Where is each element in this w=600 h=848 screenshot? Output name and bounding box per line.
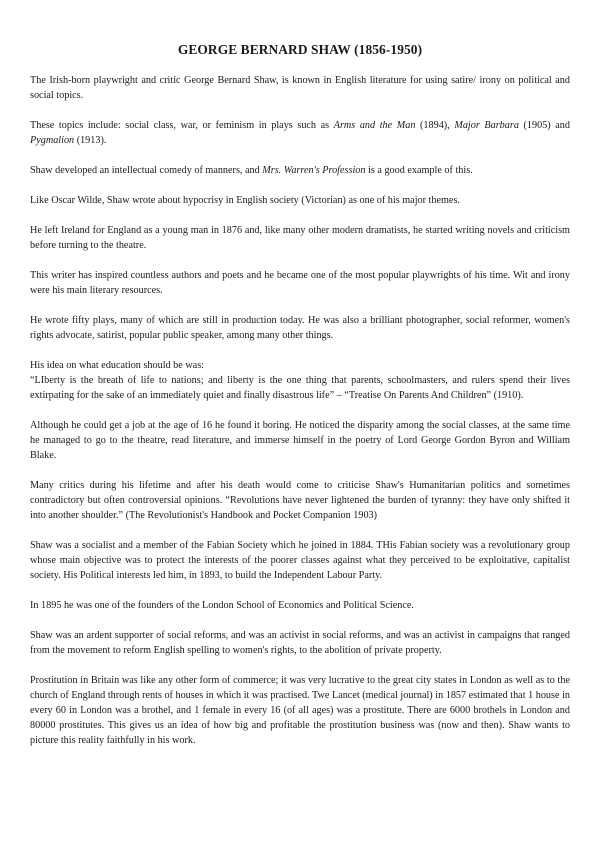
paragraph-plays: He wrote fifty plays, many of which are still in production today. He was also a brilliant photographer, social reformer, women's rights advocate, satirist, popular public speaker, among many other things. xyxy=(30,315,570,341)
comedy-text-post: is a good example of this. xyxy=(365,165,473,176)
work-pygmalion: Pygmalion xyxy=(30,135,75,146)
paragraph-comedy xyxy=(30,163,570,178)
paragraph-education xyxy=(30,358,570,403)
document-page xyxy=(30,42,570,763)
topics-text-post: (1913). xyxy=(74,135,107,146)
work-major-barbara: Major Barbara xyxy=(454,120,519,131)
education-intro: His idea on what education should be was: xyxy=(30,360,204,371)
paragraph-reforms: Shaw was an ardent supporter of social reforms, and was an activist in social reforms, and was an activist in campaigns that ranged from the movement to reform English spelling to women's rights, to the abolition of private property. xyxy=(30,630,570,656)
paragraph-critics: Many critics during his lifetime and after his death would come to criticise Shaw's Humanitarian politics and sometimes contradictory but often controversial opinions. “Revolutions have never lightened the burden of tyranny: they have only shifted it into another shoulder.” (The Revolutionist's Handbook and Pocket Companion 1903) xyxy=(30,480,570,521)
comedy-text-pre: Shaw developed an intellectual comedy of manners, and xyxy=(30,165,263,176)
document-title: GEORGE BERNARD SHAW (1856-1950) xyxy=(177,42,423,57)
paragraph-inspired: This writer has inspired countless authors and poets and he became one of the most popular playwrights of his time. Wit and irony were his main literary resources. xyxy=(30,270,570,296)
education-quote: “LIberty is the breath of life to nations; and liberty is the one thing that parents, schoolmasters, and rulers spend their lives extirpating for the sake of an immediately quiet and finally disastrous life” – “Treatise On Parents And Children” (1910). xyxy=(30,375,570,401)
topics-text-pre: These topics include: social class, war, or feminism in plays such as xyxy=(30,120,334,131)
work-mrs-warrens-profession: Mrs. Warren's Profession xyxy=(262,165,366,176)
work-arms-and-the-man: Arms and the Man xyxy=(333,120,416,131)
paragraph-socialist: Shaw was a socialist and a member of the Fabian Society which he joined in 1884. THis Fabian society was a revolutionary group whose main objective was to protect the interests of the poorer classes against what they perceived to be exploitative, capitalist society. His Political interests led him, in 1893, to build the Independent Labour Party. xyxy=(30,540,570,581)
paragraph-ireland: He left Ireland for England as a young man in 1876 and, like many other modern dramatists, he started writing novels and criticism before turning to the theatre. xyxy=(30,225,570,251)
paragraph-job: Although he could get a job at the age of 16 he found it boring. He noticed the disparity among the social classes, at the same time he managed to go to the theatre, read literature, and immerse himself in the poetry of Lord George Gordon Byron and William Blake. xyxy=(30,420,570,461)
paragraph-intro: The Irish-born playwright and critic George Bernard Shaw, is known in English literature for using satire/ irony on political and social topics. xyxy=(30,75,570,101)
paragraph-topics xyxy=(30,118,570,148)
topics-text-mid1: (1894), xyxy=(415,120,455,131)
paragraph-prostitution: Prostitution in Britain was like any other form of commerce; it was very lucrative to the great city states in London as well as to the church of England through rents of houses in which it was practised. Twe Lancet (medical journal) in 1857 estimated that 1 house in every 60 in London was a brothel, and 1 female in every 16 (of all ages) was a prostitute. There are 6000 brothels in London and 80000 prostitutes. This gives us an idea of how big and profitable the prostitution business was (now and then). Shaw wants to picture this reality faithfully in his work. xyxy=(30,675,570,746)
paragraph-lse: In 1895 he was one of the founders of the London School of Economics and Political Science. xyxy=(30,600,414,611)
topics-text-mid2: (1905) and xyxy=(518,120,570,131)
paragraph-wilde: Like Oscar Wilde, Shaw wrote about hypocrisy in English society (Victorian) as one of his major themes. xyxy=(30,195,460,206)
